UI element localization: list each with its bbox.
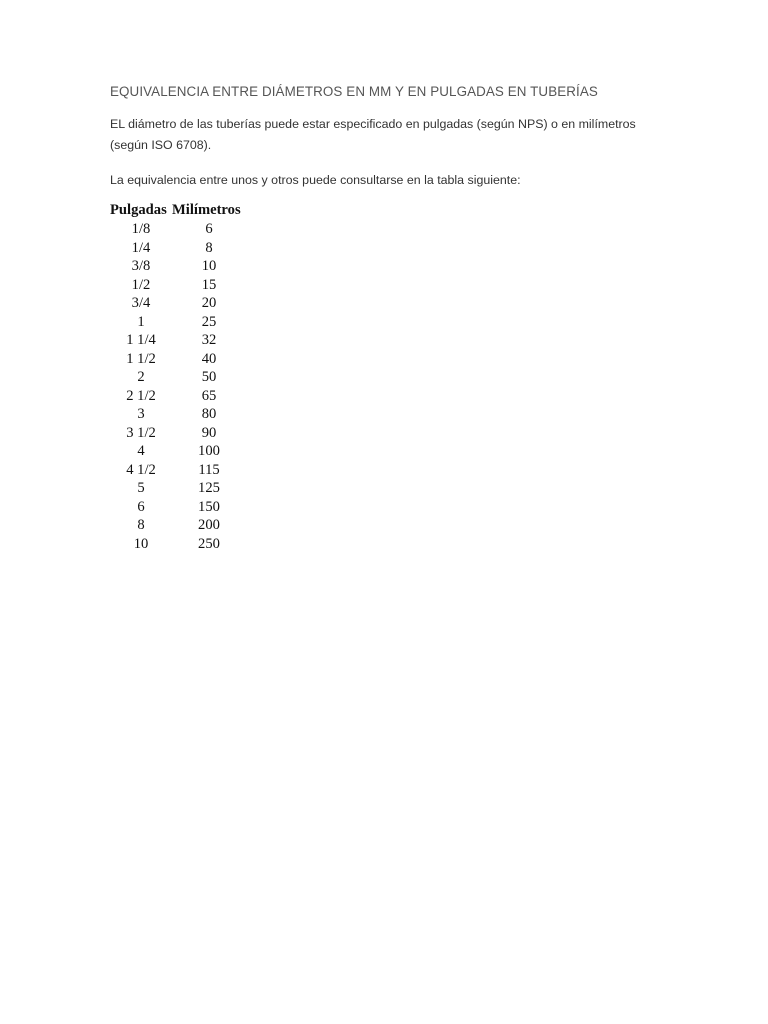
table-intro-paragraph: La equivalencia entre unos y otros puede consultarse en la tabla siguiente:	[110, 173, 521, 187]
cell-pulgadas: 1/2	[131, 276, 151, 293]
cell-milimetros-wrapper	[172, 424, 248, 443]
cell-pulgadas: 1 1/4	[126, 332, 156, 348]
cell-pulgadas: 4 1/2	[126, 461, 156, 478]
cell-pulgadas: 1 1/2	[126, 350, 156, 367]
table-row	[110, 461, 248, 480]
cell-milimetros: 32	[201, 332, 217, 348]
table-row	[110, 257, 248, 276]
cell-pulgadas: 1	[137, 313, 145, 330]
cell-milimetros: 90	[201, 424, 217, 441]
cell-milimetros-wrapper	[172, 313, 248, 332]
cell-pulgadas: 6	[137, 498, 145, 515]
cell-milimetros-wrapper	[172, 461, 248, 480]
equivalence-table	[110, 200, 248, 553]
cell-milimetros-wrapper	[172, 294, 248, 313]
cell-milimetros-wrapper	[172, 405, 248, 424]
table-row	[110, 239, 248, 258]
table-row	[110, 498, 248, 517]
table-row	[110, 535, 248, 554]
cell-milimetros: 15	[201, 276, 217, 293]
cell-milimetros: 50	[201, 369, 217, 385]
header-pulgadas: Pulgadas	[110, 202, 167, 218]
cell-milimetros-wrapper	[172, 239, 248, 258]
cell-milimetros-wrapper	[172, 498, 248, 517]
table-row	[110, 405, 248, 424]
cell-milimetros-wrapper	[172, 276, 248, 295]
cell-pulgadas: 10	[133, 535, 149, 552]
cell-pulgadas: 3/8	[131, 258, 151, 274]
cell-pulgadas: 1/4	[131, 239, 151, 256]
cell-milimetros-wrapper	[172, 220, 248, 239]
header-milimetros: Milímetros	[172, 202, 241, 218]
cell-milimetros: 100	[198, 443, 220, 459]
cell-milimetros: 6	[205, 221, 213, 237]
cell-milimetros-wrapper	[172, 350, 248, 369]
document-title: EQUIVALENCIA ENTRE DIÁMETROS EN MM Y EN PULGADAS EN TUBERÍAS	[110, 84, 598, 99]
cell-milimetros: 125	[198, 480, 220, 496]
table-row	[110, 479, 248, 498]
cell-pulgadas: 3	[137, 406, 145, 422]
cell-milimetros: 25	[201, 313, 217, 330]
table-header-row	[110, 200, 248, 220]
cell-milimetros: 115	[198, 461, 220, 478]
cell-pulgadas: 1/8	[131, 221, 151, 237]
table-row	[110, 276, 248, 295]
cell-milimetros-wrapper	[172, 331, 248, 350]
table-row	[110, 294, 248, 313]
cell-milimetros-wrapper	[172, 387, 248, 406]
table-row	[110, 220, 248, 239]
cell-milimetros: 40	[201, 350, 217, 367]
cell-milimetros: 20	[201, 295, 217, 311]
cell-pulgadas: 4	[137, 443, 145, 459]
table-row	[110, 516, 248, 535]
cell-pulgadas: 3 1/2	[126, 424, 156, 441]
cell-milimetros-wrapper	[172, 535, 248, 554]
cell-milimetros-wrapper	[172, 442, 248, 461]
table-row	[110, 313, 248, 332]
table-body	[110, 220, 248, 553]
cell-milimetros: 80	[201, 406, 217, 422]
cell-milimetros-wrapper	[172, 479, 248, 498]
cell-pulgadas: 8	[137, 517, 145, 533]
cell-milimetros: 65	[201, 387, 217, 404]
cell-pulgadas: 2 1/2	[126, 387, 156, 404]
cell-pulgadas: 5	[137, 480, 145, 496]
cell-pulgadas: 2	[137, 369, 145, 385]
cell-milimetros: 200	[198, 517, 220, 533]
table-row	[110, 387, 248, 406]
cell-milimetros-wrapper	[172, 257, 248, 276]
cell-milimetros: 250	[198, 535, 220, 552]
table-row	[110, 350, 248, 369]
cell-milimetros-wrapper	[172, 516, 248, 535]
cell-milimetros-wrapper	[172, 368, 248, 387]
cell-pulgadas: 3/4	[131, 295, 151, 311]
cell-milimetros: 8	[205, 239, 213, 256]
cell-milimetros: 150	[198, 498, 220, 515]
cell-milimetros: 10	[201, 258, 217, 274]
table-row	[110, 331, 248, 350]
table-row	[110, 442, 248, 461]
intro-paragraph: EL diámetro de las tuberías puede estar especificado en pulgadas (según NPS) o en milímetros (según ISO 6708).	[110, 117, 636, 152]
table-row	[110, 424, 248, 443]
table-row	[110, 368, 248, 387]
